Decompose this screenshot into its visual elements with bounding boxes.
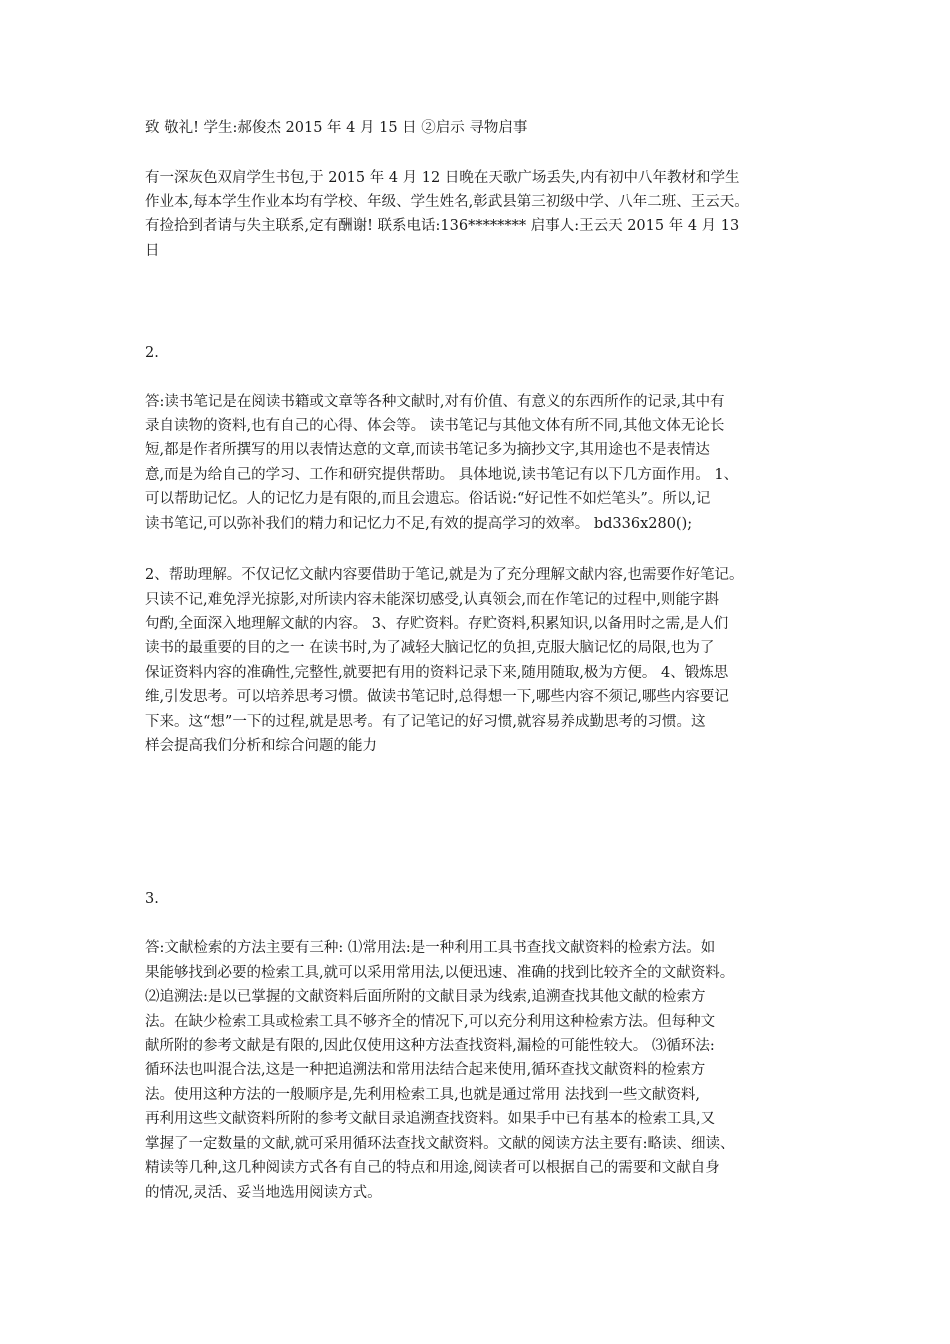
text-line: 献所附的参考文献是有限的,因此仅使用这种方法查找资料,漏检的可能性较大。 ⑶循环法: <box>145 1038 715 1054</box>
text-line: 有一深灰色双肩学生书包,于 2015 年 4 月 12 日晚在天歌广场丢失,内有初中八年教材和学生 <box>145 170 740 186</box>
text-line: 再利用这些文献资料所附的参考文献目录追溯查找资料。如果手中已有基本的检索工具,又 <box>145 1111 716 1127</box>
text-line: 句酌,全面深入地理解文献的内容。 3、存贮资料。存贮资料,积累知识,以备用时之需,是人们 <box>145 616 729 632</box>
text-line: 循环法也叫混合法,这是一种把追溯法和常用法结合起来使用,循环查找文献资料的检索方 <box>145 1062 706 1078</box>
text-line: 作业本,每本学生作业本均有学校、年级、学生姓名,彰武县第三初级中学、八年二班、王云天。 <box>145 194 749 210</box>
text-line: 答:读书笔记是在阅读书籍或文章等各种文献时,对有价值、有意义的东西所作的记录,其中有 <box>145 394 725 410</box>
closing-and-notice-heading: 致 敬礼! 学生:郝俊杰 2015 年 4 月 15 日 ②启示 寻物启事 <box>145 120 528 136</box>
text-line: 录自读物的资料,也有自己的心得、体会等。 读书笔记与其他文体有所不同,其他文体无论长 <box>145 418 725 434</box>
text-line: 可以帮助记忆。人的记忆力是有限的,而且会遗忘。俗话说:“好记性不如烂笔头”。所以,记 <box>145 491 711 507</box>
text-line: 法。使用这种方法的一般顺序是,先利用检索工具,也就是通过常用 法找到一些文献资料, <box>145 1087 700 1103</box>
text-line: 短,都是作者所撰写的用以表情达意的文章,而读书笔记多为摘抄文字,其用途也不是表情达 <box>145 442 710 458</box>
text-line: 法。在缺少检索工具或检索工具不够齐全的情况下,可以充分利用这种检索方法。但每种文 <box>145 1014 716 1030</box>
text-line: 日 <box>145 243 160 259</box>
text-line: 下来。这“想”一下的过程,就是思考。有了记笔记的好习惯,就容易养成勤思考的习惯。这 <box>145 714 706 730</box>
section-number-3: 3. <box>145 891 159 907</box>
text-line: 读书的最重要的目的之一 在读书时,为了减轻大脑记忆的负担,克服大脑记忆的局限,也为了 <box>145 640 715 656</box>
text-line: 有捡拾到者请与失主联系,定有酬谢! 联系电话:136******** 启事人:王云天 2015 年 4 月 13 <box>145 218 740 234</box>
section-number-2: 2. <box>145 345 159 361</box>
text-line: 意,而是为给自己的学习、工作和研究提供帮助。 具体地说,读书笔记有以下几方面作用。 1、 <box>145 467 739 483</box>
text-line: 果能够找到必要的检索工具,就可以采用常用法,以便迅速、准确的找到比较齐全的文献资料。 <box>145 965 735 981</box>
text-line: 只读不记,难免浮光掠影,对所读内容未能深切感受,认真领会,而在作笔记的过程中,则能字斟 <box>145 592 720 608</box>
text-line: 答:文献检索的方法主要有三种: ⑴常用法:是一种利用工具书查找文献资料的检索方法。如 <box>145 940 716 956</box>
text-line: ⑵追溯法:是以已掌握的文献资料后面所附的文献目录为线索,追溯查找其他文献的检索方 <box>145 989 706 1005</box>
text-line: 2、帮助理解。不仅记忆文献内容要借助于笔记,就是为了充分理解文献内容,也需要作好笔记。 <box>145 567 744 583</box>
text-line: 样会提高我们分析和综合问题的能力 <box>145 738 377 754</box>
text-line: 维,引发思考。可以培养思考习惯。做读书笔记时,总得想一下,哪些内容不须记,哪些内容要记 <box>145 689 729 705</box>
text-line: 读书笔记,可以弥补我们的精力和记忆力不足,有效的提高学习的效率。 bd336x280(); <box>145 516 693 532</box>
text-line: 精读等几种,这几种阅读方式各有自己的特点和用途,阅读者可以根据自己的需要和文献自身 <box>145 1160 720 1176</box>
text-line: 的情况,灵活、妥当地选用阅读方式。 <box>145 1185 382 1201</box>
text-line: 掌握了一定数量的文献,就可采用循环法查找文献资料。文献的阅读方法主要有:略读、细读、 <box>145 1136 735 1152</box>
text-line: 保证资料内容的准确性,完整性,就要把有用的资料记录下来,随用随取,极为方便。 4、锻炼思 <box>145 665 729 681</box>
